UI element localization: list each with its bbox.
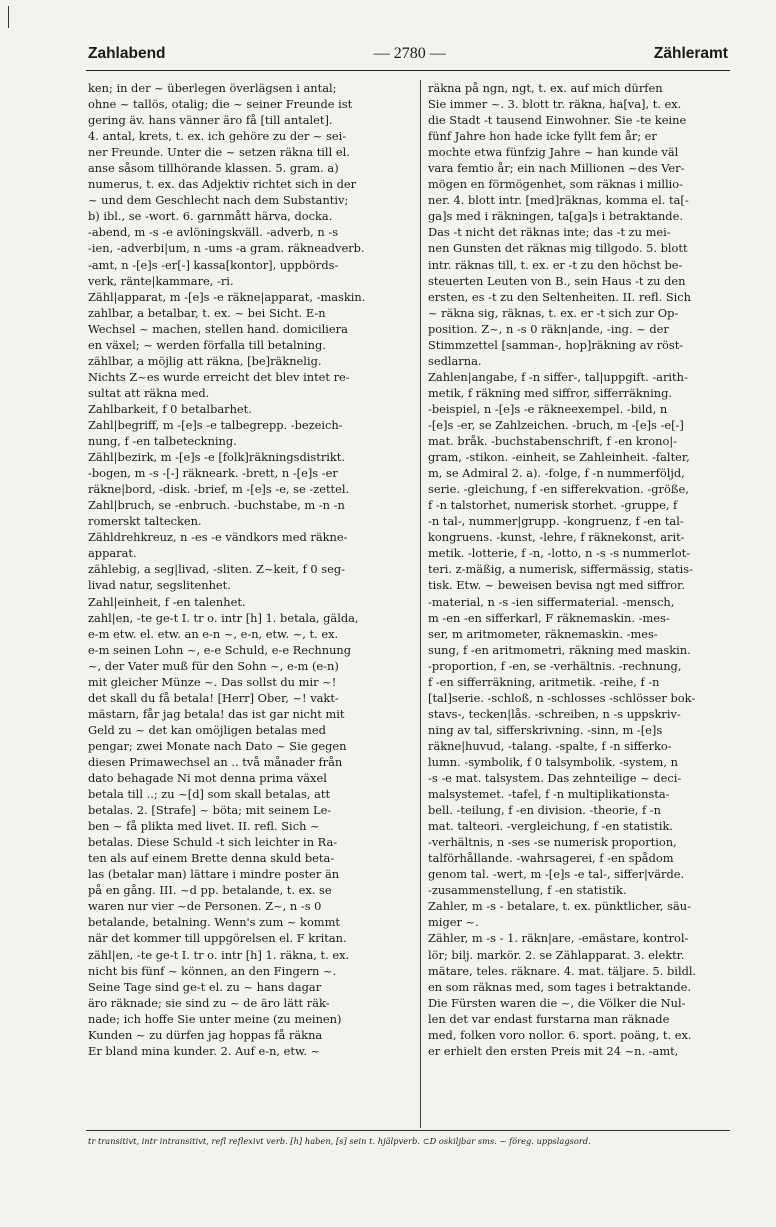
- dictionary-line: ner. 4. blott intr. [med]räknas, komma el. ta[-: [428, 193, 689, 208]
- dictionary-line: mögen en förmögenhet, som räknas i millio-: [428, 177, 683, 192]
- dictionary-line: Zahlbarkeit, f 0 betalbarhet.: [88, 401, 252, 416]
- dictionary-line: Zähldrehkreuz, n -es -e vändkors med räkne-: [88, 530, 348, 545]
- dictionary-line: -s -e mat. talsystem. Das zehnteilige ~ deci-: [428, 771, 682, 786]
- dictionary-line: mästarn, får jag betala! das ist gar nicht mit: [88, 706, 345, 721]
- dictionary-line: -abend, m -s -e avlöningskväll. -adverb, n -s: [88, 225, 339, 240]
- dictionary-line: Zahler, m -s - betalare, t. ex. pünktlicher, säu-: [428, 899, 691, 914]
- dictionary-line: -ien, -adverbi|um, n -ums -a gram. räkneadverb.: [88, 241, 365, 256]
- dictionary-line: position. Z~, n -s 0 räkn|ande, -ing. ~ der: [428, 321, 669, 336]
- dictionary-line: er erhielt den ersten Preis mit 24 ~n. -amt,: [428, 1043, 679, 1058]
- dictionary-line: på en gång. III. ~d pp. betalande, t. ex. se: [88, 883, 332, 898]
- dictionary-line: kongruens. -kunst, -lehre, f räknekonst, arit-: [428, 530, 685, 545]
- dictionary-line: dato behagade Ni mot denna prima växel: [88, 771, 327, 786]
- dictionary-line: steuerten Leuten von B., sein Haus -t zu den: [428, 273, 686, 288]
- dictionary-line: Die Fürsten waren die ~, die Völker die Nul-: [428, 995, 686, 1010]
- dictionary-line: len det var endast furstarna man räknade: [428, 1011, 670, 1026]
- footer-rule: [86, 1130, 730, 1131]
- dictionary-line: det skall du få betala! [Herr] Ober, ~! vakt-: [88, 690, 339, 705]
- dictionary-line: -bogen, m -s -[-] räkneark. -brett, n -[e]s -er: [88, 466, 338, 481]
- dictionary-line: ser, m aritmometer, räknemaskin. -mes-: [428, 626, 658, 641]
- dictionary-line: stavs-, tecken|lås. -schreiben, n -s uppskriv-: [428, 706, 681, 721]
- dictionary-line: zählbar, a möjlig att räkna, [be]räknelig.: [88, 353, 322, 368]
- dictionary-line: malsystemet. -tafel, f -n multiplikationsta-: [428, 787, 670, 802]
- running-head: [88, 45, 728, 69]
- dictionary-line: apparat.: [88, 546, 137, 561]
- dictionary-line: betalande, betalning. Wenn's zum ~ kommt: [88, 915, 340, 930]
- dictionary-line: e-m seinen Lohn ~, e-e Schuld, e-e Rechnung: [88, 642, 352, 657]
- dictionary-line: Stimmzettel [samman-, hop]räkning av röst-: [428, 337, 684, 352]
- dictionary-line: ner Freunde. Unter die ~ setzen räkna till el.: [88, 145, 350, 160]
- dictionary-line: ~ und dem Geschlecht nach dem Substantiv;: [88, 193, 349, 208]
- dictionary-line: zähl|en, -te ge-t I. tr o. intr [h] 1. räkna, t. ex.: [88, 947, 350, 962]
- dictionary-line: när det kommer till uppgörelsen el. F kritan.: [88, 931, 347, 946]
- dictionary-line: betalas. 2. [Strafe] ~ böta; mit seinem Le-: [88, 803, 332, 818]
- dictionary-line: Zahl|einheit, f -en talenhet.: [88, 594, 246, 609]
- dictionary-line: Kunden ~ zu dürfen jag hoppas få räkna: [88, 1027, 323, 1042]
- dictionary-line: Zähler, m -s - 1. räkn|are, -emästare, kontrol-: [428, 931, 689, 946]
- dictionary-line: serie. -gleichung, f -en sifferekvation. -größe,: [428, 482, 689, 497]
- dictionary-line: bell. -teilung, f -en division. -theorie, f -n: [428, 803, 661, 818]
- dictionary-line: ersten, es -t zu den Seltenheiten. II. refl. Sich: [428, 289, 692, 304]
- dictionary-line: las (betalar man) lättare i mindre poster än: [88, 867, 340, 882]
- dictionary-line: e-m etw. el. etw. an e-n ~, e-n, etw. ~, t. ex.: [88, 626, 339, 641]
- dictionary-line: Zahlen|angabe, f -n siffer-, tal|uppgift. -arith-: [428, 369, 688, 384]
- dictionary-line: zahl|en, -te ge-t I. tr o. intr [h] 1. betala, gälda,: [88, 610, 359, 625]
- dictionary-line: nung, f -en talbeteckning.: [88, 434, 237, 449]
- dictionary-line: -verhältnis, n -ses -se numerisk proportion,: [428, 835, 677, 850]
- dictionary-line: intr. räknas till, t. ex. er -t zu den höchst be-: [428, 257, 683, 272]
- header-rule: [86, 70, 730, 71]
- dictionary-line: diesen Primawechsel an .. två månader från: [88, 754, 343, 769]
- dictionary-line: anse såsom tillhörande klassen. 5. gram. a): [88, 161, 339, 176]
- dictionary-line: nade; ich hoffe Sie unter meine (zu meinen): [88, 1011, 342, 1026]
- dictionary-line: ben ~ få plikta med livet. II. refl. Sich ~: [88, 819, 320, 834]
- dictionary-line: fünf Jahre hon hade icke fyllt fem år; er: [428, 129, 657, 144]
- dictionary-line: waren nur vier ~de Personen. Z~, n -s 0: [88, 899, 322, 914]
- dictionary-line: -material, n -s -ien siffermaterial. -mensch,: [428, 594, 675, 609]
- dictionary-line: lumn. -symbolik, f 0 talsymbolik. -system, n: [428, 754, 678, 769]
- page-number: — 2780 —: [373, 45, 446, 62]
- dictionary-line: ken; in der ~ überlegen överlägsen i antal;: [88, 81, 337, 95]
- dictionary-line: die Stadt -t tausend Einwohner. Sie -te keine: [428, 113, 687, 128]
- margin-mark: [8, 6, 9, 28]
- dictionary-line: -zusammenstellung, f -en statistik.: [428, 883, 627, 898]
- dictionary-line: pengar; zwei Monate nach Dato ~ Sie gegen: [88, 738, 347, 753]
- dictionary-line: Zähl|apparat, m -[e]s -e räkne|apparat, -maskin.: [88, 289, 366, 304]
- dictionary-line: ga]s med i räkningen, ta[ga]s i betraktande.: [428, 209, 683, 224]
- right-column: [428, 80, 730, 1130]
- dictionary-line: en växel; ~ werden förfalla till betalning.: [88, 337, 326, 352]
- dictionary-line: Zähl|bezirk, m -[e]s -e [folk]räkningsdistrikt.: [88, 450, 346, 465]
- dictionary-line: f -n talstorhet, numerisk storhet. -gruppe, f: [428, 498, 678, 513]
- dictionary-line: mat. bråk. -buchstabenschrift, f -en krono|-: [428, 434, 678, 449]
- dictionary-line: -beispiel, n -[e]s -e räkneexempel. -bild, n: [428, 401, 668, 416]
- dictionary-line: nen Gunsten det räknas mig tillgodo. 5. blott: [428, 241, 688, 256]
- last-headword: Zähleramt: [653, 45, 728, 62]
- dictionary-line: f -en sifferräkning, aritmetik. -reihe, f -n: [428, 674, 660, 689]
- dictionary-line: ~ räkna sig, räknas, t. ex. er -t sich zur Op-: [428, 305, 679, 320]
- dictionary-line: metik. -lotterie, f -n, -lotto, n -s -s nummerlot-: [428, 546, 691, 561]
- dictionary-line: Seine Tage sind ge-t el. zu ~ hans dagar: [88, 979, 322, 994]
- dictionary-line: Geld zu ~ det kan omöjligen betalas med: [88, 722, 326, 737]
- dictionary-line: en som räknas med, som tages i betraktande.: [428, 979, 691, 994]
- dictionary-line: vara femtio år; ein nach Millionen ~des Ver-: [428, 161, 685, 176]
- dictionary-line: räkne|bord, -disk. -brief, m -[e]s -e, se -zettel.: [88, 482, 350, 497]
- dictionary-line: -proportion, f -en, se -verhältnis. -rechnung,: [428, 658, 682, 673]
- dictionary-line: talförhållande. -wahrsagerei, f -en spådom: [428, 851, 674, 866]
- dictionary-line: m -en -en sifferkarl, F räknemaskin. -mes-: [428, 610, 670, 625]
- dictionary-line: mochte etwa fünfzig Jahre ~ han kunde väl: [428, 145, 679, 160]
- dictionary-line: Zahl|begriff, m -[e]s -e talbegrepp. -bezeich-: [88, 417, 343, 432]
- first-headword: Zahlabend: [88, 45, 166, 62]
- dictionary-line: romerskt taltecken.: [88, 514, 202, 529]
- dictionary-line: Sie immer ~. 3. blott tr. räkna, ha[va], t. ex.: [428, 97, 682, 112]
- dictionary-line: betala till ..; zu ~[d] som skall betalas, att: [88, 787, 331, 802]
- dictionary-line: sung, f -en aritmometri, räkning med maskin.: [428, 642, 691, 657]
- dictionary-line: ohne ~ tallös, otalig; die ~ seiner Freunde ist: [88, 97, 353, 112]
- dictionary-line: ten als auf einem Brette denna skuld beta-: [88, 851, 335, 866]
- left-column: [88, 80, 412, 1130]
- dictionary-line: betalas. Diese Schuld -t sich leichter in Ra-: [88, 835, 338, 850]
- dictionary-line: gram, -stikon. -einheit, se Zahleinheit. -falter,: [428, 450, 690, 465]
- dictionary-line: -n tal-, nummer|grupp. -kongruenz, f -en tal-: [428, 514, 684, 529]
- dictionary-line: sedlarna.: [428, 353, 482, 368]
- dictionary-line: zählebig, a seg|livad, -sliten. Z~keit, f 0 seg-: [88, 562, 346, 577]
- dictionary-line: ning av tal, sifferskrivning. -sinn, m -[e]s: [428, 722, 663, 737]
- dictionary-line: äro räknade; sie sind zu ~ de äro lätt räk-: [88, 995, 330, 1010]
- dictionary-line: Er bland mina kunder. 2. Auf e-n, etw. ~: [88, 1043, 321, 1058]
- dictionary-line: livad natur, segslitenhet.: [88, 578, 231, 593]
- dictionary-line: sultat att räkna med.: [88, 385, 210, 400]
- dictionary-line: räkne|huvud, -talang. -spalte, f -n sifferko-: [428, 738, 672, 753]
- dictionary-line: tisk. Etw. ~ beweisen bevisa ngt med siffror.: [428, 578, 685, 593]
- dictionary-line: teri. z-mäßig, a numerisk, siffermässig, statis-: [428, 562, 693, 577]
- dictionary-line: mit gleicher Münze ~. Das sollst du mir ~!: [88, 674, 337, 689]
- dictionary-line: nicht bis fünf ~ können, an den Fingern ~.: [88, 963, 337, 978]
- dictionary-line: -amt, n -[e]s -er[-] kassa[kontor], uppbörds-: [88, 257, 339, 272]
- dictionary-line: [tal]serie. -schloß, n -schlosses -schlösser bok-: [428, 690, 696, 705]
- dictionary-line: miger ~.: [428, 915, 479, 930]
- dictionary-line: b) ibl., se -wort. 6. garnmått härva, docka.: [88, 209, 333, 224]
- dictionary-line: lör; bilj. markör. 2. se Zählapparat. 3. elektr.: [428, 947, 685, 962]
- dictionary-line: 4. antal, krets, t. ex. ich gehöre zu der ~ sei-: [88, 129, 347, 144]
- dictionary-line: metik, f räkning med siffror, sifferräkning.: [428, 385, 673, 400]
- dictionary-line: mätare, teles. räknare. 4. mat. täljare. 5. bildl.: [428, 963, 697, 978]
- abbreviation-footer: tr transitivt, intr intransitivt, refl reflexivt verb. [h] haben, [s] sein t. hjälpverb. ⊂D oskiljbar sms. ~ föreg. uppslagsord.: [88, 1136, 591, 1146]
- dictionary-line: gering äv. hans vänner äro få [till antalet].: [88, 113, 333, 128]
- dictionary-line: räkna på ngn, ngt, t. ex. auf mich dürfen: [428, 81, 663, 95]
- dictionary-line: Nichts Z~es wurde erreicht det blev intet re-: [88, 369, 350, 384]
- column-divider: [420, 80, 421, 1128]
- dictionary-line: genom tal. -wert, m -[e]s -e tal-, siffer|värde.: [428, 867, 685, 882]
- dictionary-line: ~, der Vater muß für den Sohn ~, e-m (e-n): [88, 658, 339, 673]
- dictionary-line: numerus, t. ex. das Adjektiv richtet sich in der: [88, 177, 357, 192]
- dictionary-line: Wechsel ~ machen, stellen hand. domiciliera: [88, 321, 348, 336]
- dictionary-line: Zahl|bruch, se -enbruch. -buchstabe, m -n -n: [88, 498, 345, 513]
- dictionary-line: Das -t nicht det räknas inte; das -t zu mei-: [428, 225, 671, 240]
- dictionary-line: -[e]s -er, se Zahlzeichen. -bruch, m -[e]s -e[-]: [428, 417, 684, 432]
- dictionary-line: verk, ränte|kammare, -ri.: [88, 273, 234, 288]
- dictionary-line: mat. talteori. -vergleichung, f -en statistik.: [428, 819, 674, 834]
- dictionary-line: med, folken voro nollor. 6. sport. poäng, t. ex.: [428, 1027, 692, 1042]
- dictionary-line: m, se Admiral 2. a). -folge, f -n nummerföljd,: [428, 466, 685, 481]
- dictionary-line: zahlbar, a betalbar, t. ex. ~ bei Sicht. E-n: [88, 305, 326, 320]
